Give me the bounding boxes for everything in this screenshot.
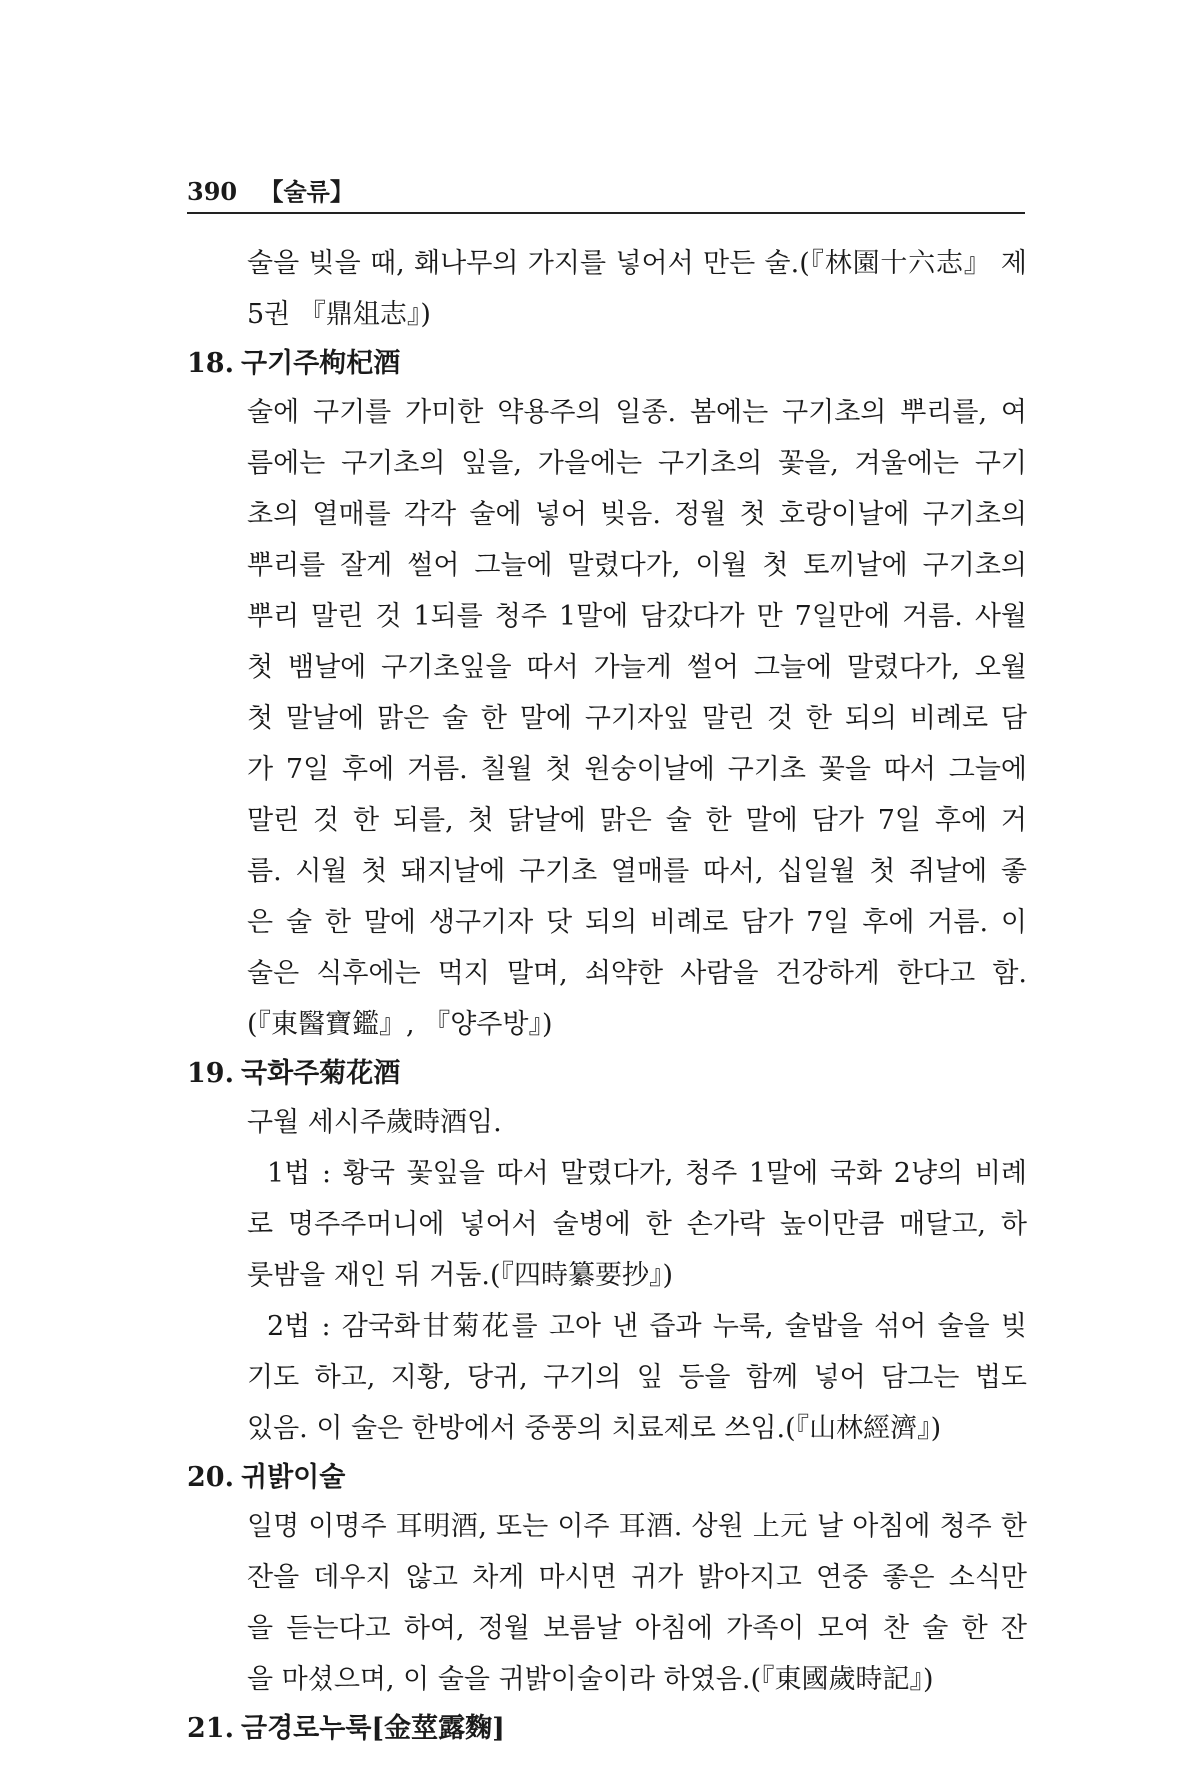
text-line: 일명 이명주 耳明酒, 또는 이주 耳酒. 상원 上元 날 아침에 청주 한 xyxy=(247,1511,1027,1542)
text-line: 은 술 한 말에 생구기자 닷 되의 비례로 담가 7일 후에 거름. 이 xyxy=(247,907,1027,938)
text-line: 1법 : 황국 꽃잎을 따서 말렸다가, 청주 1말에 국화 2냥의 비례 xyxy=(267,1158,1027,1189)
text-line: 말린 것 한 되를, 첫 닭날에 맑은 술 한 말에 담가 7일 후에 거 xyxy=(247,805,1027,836)
entry-title: 구기주枸杞酒 xyxy=(241,348,401,379)
entry-title: 금경로누룩[金莖露麴] xyxy=(241,1713,505,1744)
text-line: 뿌리 말린 것 1되를 청주 1말에 담갔다가 만 7일만에 거름. 사월 xyxy=(247,601,1027,632)
text-line: 가 7일 후에 거름. 칠월 첫 원숭이날에 구기초 꽃을 따서 그늘에 xyxy=(247,754,1027,785)
text-line: 로 명주주머니에 넣어서 술병에 한 손가락 높이만큼 매달고, 하 xyxy=(247,1209,1027,1240)
text-line: 뿌리를 잘게 썰어 그늘에 말렸다가, 이월 첫 토끼날에 구기초의 xyxy=(247,550,1027,581)
text-line: 기도 하고, 지황, 당귀, 구기의 잎 등을 함께 넣어 담그는 법도 xyxy=(247,1362,1027,1393)
section-title: 【술류】 xyxy=(259,177,354,206)
text-line: (『東醫寶鑑』, 『양주방』) xyxy=(247,1009,553,1040)
entry-number: 19. xyxy=(187,1058,234,1089)
page-number: 390 xyxy=(187,177,238,206)
text-line: 있음. 이 술은 한방에서 중풍의 치료제로 쓰임.(『山林經濟』) xyxy=(247,1413,942,1444)
entry-title: 귀밝이술 xyxy=(241,1462,346,1493)
text-line: 구월 세시주歲時酒임. xyxy=(247,1107,502,1138)
entry-title: 국화주菊花酒 xyxy=(241,1058,401,1089)
text-line: 름. 시월 첫 돼지날에 구기초 열매를 따서, 십일월 첫 쥐날에 좋 xyxy=(247,856,1027,887)
text-line: 첫 뱀날에 구기초잎을 따서 가늘게 썰어 그늘에 말렸다가, 오월 xyxy=(247,652,1027,683)
entry-heading-21 xyxy=(187,1705,1027,1752)
page-body xyxy=(187,238,1027,1752)
entry-number: 20. xyxy=(187,1462,234,1493)
running-header xyxy=(187,172,1025,214)
text-line: 을 마셨으며, 이 술을 귀밝이술이라 하였음.(『東國歲時記』) xyxy=(247,1664,934,1695)
entry-heading-18 xyxy=(187,340,1027,387)
entry-number: 18. xyxy=(187,348,234,379)
entry-heading-20 xyxy=(187,1454,1027,1501)
entry-number: 21. xyxy=(187,1713,234,1744)
text-line: 룻밤을 재인 뒤 거둠.(『四時纂要抄』) xyxy=(247,1260,674,1291)
text-line: 술은 식후에는 먹지 말며, 쇠약한 사람을 건강하게 한다고 함. xyxy=(247,958,1027,989)
entry-heading-19 xyxy=(187,1050,1027,1097)
text-line: 술에 구기를 가미한 약용주의 일종. 봄에는 구기초의 뿌리를, 여 xyxy=(247,397,1027,428)
text-line: 술을 빚을 때, 홰나무의 가지를 넣어서 만든 술.(『林園十六志』 제 xyxy=(247,248,1027,279)
text-line: 2법 : 감국화甘菊花를 고아 낸 즙과 누룩, 술밥을 섞어 술을 빚 xyxy=(267,1311,1027,1342)
text-line: 잔을 데우지 않고 차게 마시면 귀가 밝아지고 연중 좋은 소식만 xyxy=(247,1562,1027,1593)
text-line: 초의 열매를 각각 술에 넣어 빚음. 정월 첫 호랑이날에 구기초의 xyxy=(247,499,1027,530)
text-line: 을 듣는다고 하여, 정월 보름날 아침에 가족이 모여 찬 술 한 잔 xyxy=(247,1613,1027,1644)
text-line: 첫 말날에 맑은 술 한 말에 구기자잎 말린 것 한 되의 비례로 담 xyxy=(247,703,1027,734)
text-line: 5권 『鼎俎志』) xyxy=(247,299,431,330)
text-line: 름에는 구기초의 잎을, 가을에는 구기초의 꽃을, 겨울에는 구기 xyxy=(247,448,1027,479)
